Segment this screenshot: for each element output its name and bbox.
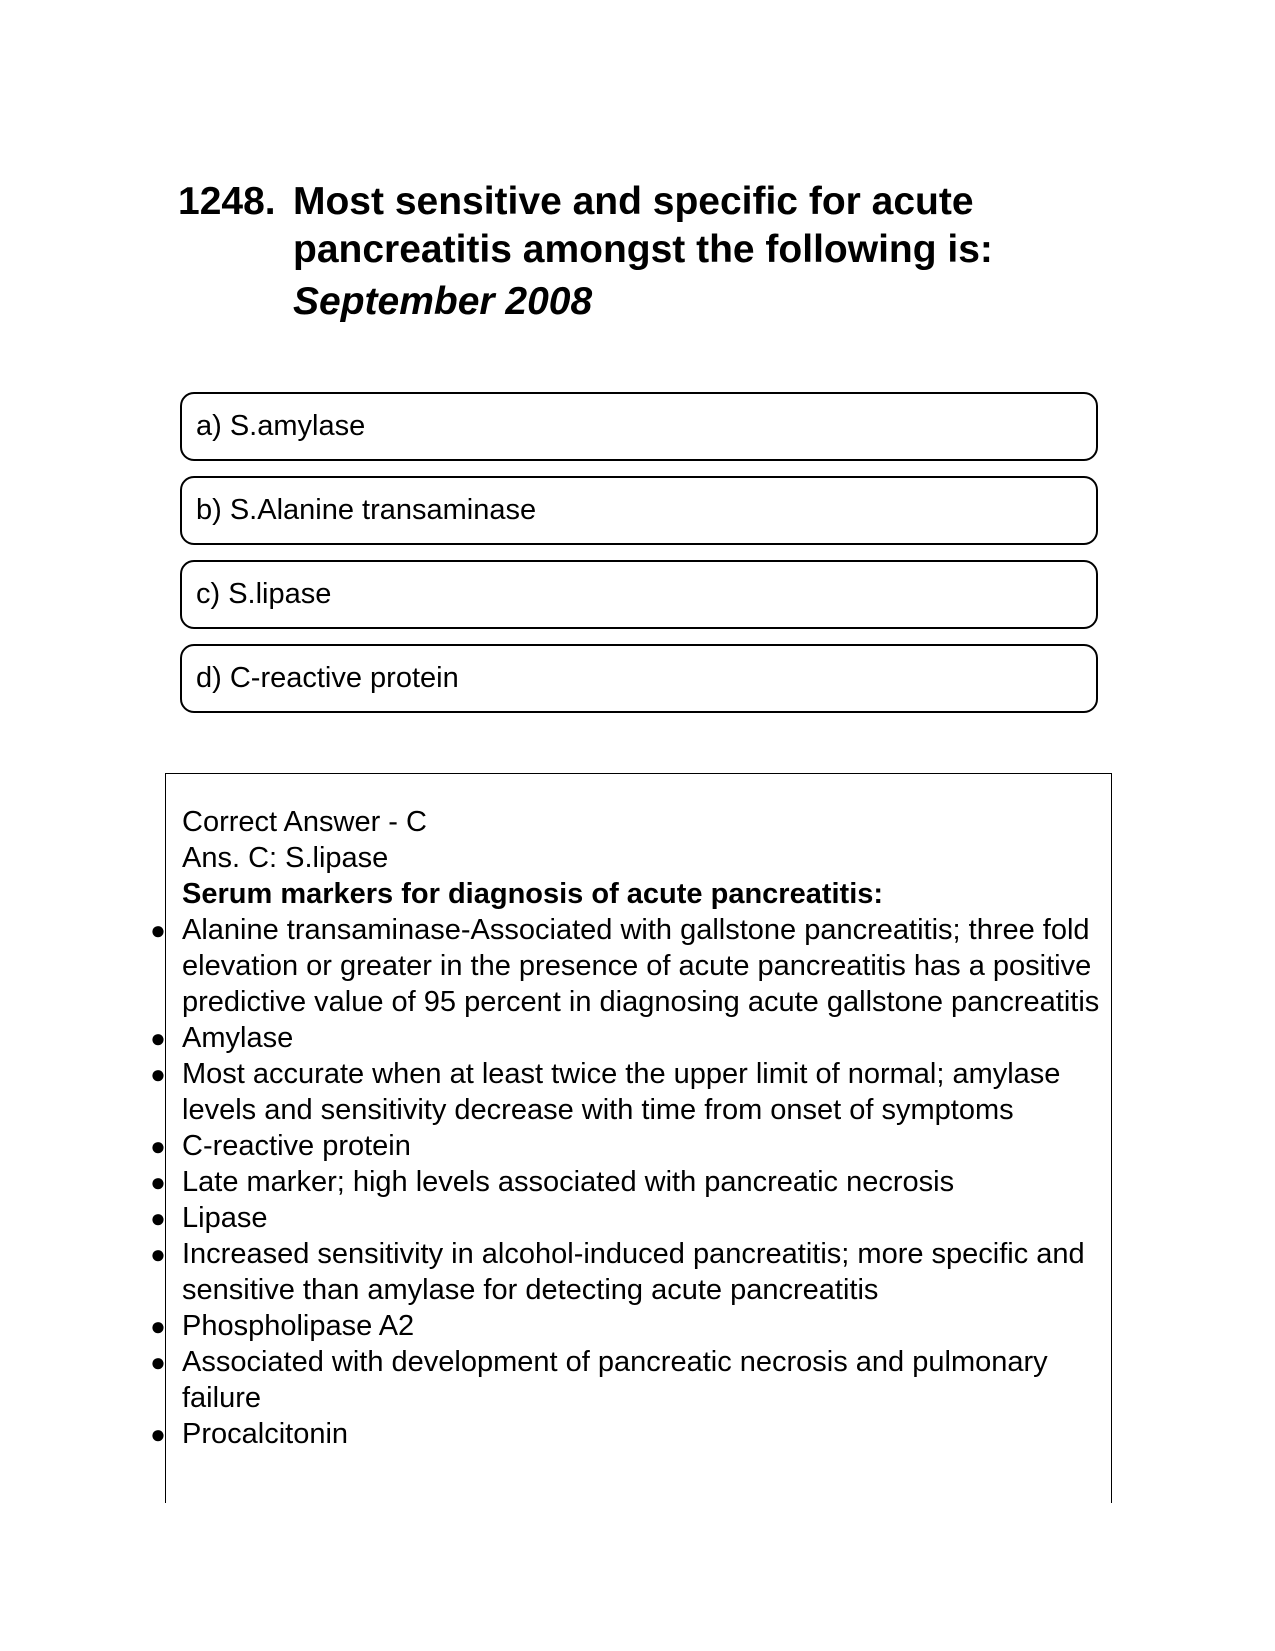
bullet-icon: ● xyxy=(150,1311,166,1341)
list-item: ● Late marker; high levels associated with pancreatic necrosis xyxy=(150,1166,955,1198)
option-d[interactable] xyxy=(180,644,1098,713)
question-body xyxy=(293,178,1058,326)
list-item: ● Associated with development of pancreatic necrosis and pulmonary failure xyxy=(150,1346,1048,1414)
option-label: d) C-reactive protein xyxy=(196,662,459,694)
question-text: Most sensitive and specific for acute pancreatitis amongst the following is: xyxy=(293,180,993,271)
options-list xyxy=(180,392,1098,728)
bullet-icon: ● xyxy=(150,1023,166,1053)
option-a[interactable] xyxy=(180,392,1098,461)
list-item: ● Amylase xyxy=(150,1022,294,1054)
answer-content xyxy=(150,804,1102,1452)
answer-box xyxy=(150,773,1112,1503)
bullet-icon: ● xyxy=(150,1347,166,1377)
option-label: b) S.Alanine transaminase xyxy=(196,494,537,526)
option-c[interactable] xyxy=(180,560,1098,629)
question-number: 1248. xyxy=(178,180,276,223)
bullet-icon: ● xyxy=(150,1059,166,1089)
bullet-icon: ● xyxy=(150,915,166,945)
option-b[interactable] xyxy=(180,476,1098,545)
list-item: ● C-reactive protein xyxy=(150,1130,411,1162)
bullet-icon: ● xyxy=(150,1167,166,1197)
option-label: c) S.lipase xyxy=(196,578,332,610)
correct-answer: Correct Answer - C xyxy=(182,806,427,838)
option-label: a) S.amylase xyxy=(196,410,366,442)
bullet-icon: ● xyxy=(150,1203,166,1233)
list-item: ● Procalcitonin xyxy=(150,1418,349,1450)
marker-list xyxy=(150,912,1102,1452)
bullet-icon: ● xyxy=(150,1131,166,1161)
answer-explanation: Ans. C: S.lipase xyxy=(182,842,389,874)
list-item: ● Phospholipase A2 xyxy=(150,1310,415,1342)
answer-heading: Serum markers for diagnosis of acute pancreatitis: xyxy=(182,878,884,910)
bullet-icon: ● xyxy=(150,1419,166,1449)
bullet-icon: ● xyxy=(150,1239,166,1269)
list-item: ● Alanine transaminase-Associated with gallstone pancreatitis; three fold elevation or greater in the presence of acute pancreatitis has a positive predictive value of 95 percent in diagnosing acute gallstone pancreatitis xyxy=(150,914,1100,1018)
list-item: ● Increased sensitivity in alcohol-induced pancreatitis; more specific and sensitive than amylase for detecting acute pancreatitis xyxy=(150,1238,1085,1306)
list-item: ● Most accurate when at least twice the upper limit of normal; amylase levels and sensitivity decrease with time from onset of symptoms xyxy=(150,1058,1061,1126)
question-block xyxy=(178,178,1058,326)
list-item: ● Lipase xyxy=(150,1202,268,1234)
question-date: September 2008 xyxy=(293,280,593,323)
